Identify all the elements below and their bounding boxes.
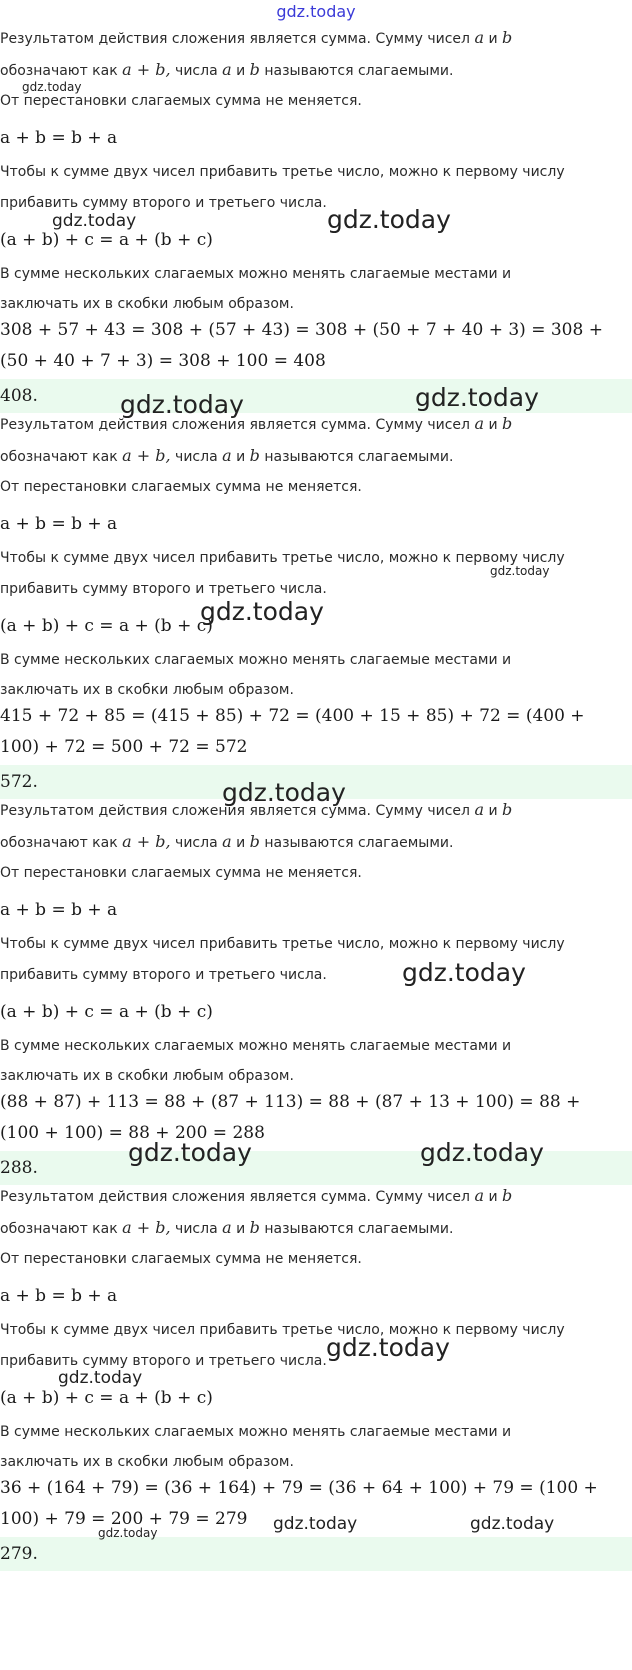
solution-block [0,802,632,1214]
math-variable: a + b, [122,446,171,465]
definition-text [0,802,512,819]
text-fragment: называются слагаемыми. [264,835,454,851]
rule-text: От перестановки слагаемых сумма не меняется. [0,1251,362,1267]
calculation-line: (100 + 100) = 88 + 200 = 288 [0,1123,265,1143]
answer-bar [0,379,632,413]
math-variable: b [249,1218,260,1237]
text-fragment: числа [175,1221,218,1237]
definition-text [0,1188,512,1205]
rule-text: От перестановки слагаемых сумма не меняется. [0,93,362,109]
rule-text: От перестановки слагаемых сумма не меняется. [0,865,362,881]
watermark: gdz.today [58,1368,143,1388]
answer-value: 408. [0,386,38,406]
answer-value: 288. [0,1158,38,1178]
text-fragment: Результатом действия сложения является сумма. Сумму чисел [0,803,470,819]
rule-text: прибавить сумму второго и третьего числа. [0,967,327,983]
text-fragment: и [236,835,246,851]
rule-text: Чтобы к сумме двух чисел прибавить третье число, можно к первому числу [0,550,565,566]
rule-text: заключать их в скобки любым образом. [0,1454,294,1470]
solution-block [0,30,632,442]
answer-bar [0,765,632,799]
watermark: gdz.today [420,1138,544,1167]
text-fragment: и [488,1189,498,1205]
text-fragment: и [236,63,246,79]
commutative-formula: a + b = b + a [0,128,118,148]
text-fragment: называются слагаемыми. [264,1221,454,1237]
associative-formula: (a + b) + c = a + (b + c) [0,1002,213,1022]
text-fragment: Результатом действия сложения является сумма. Сумму чисел [0,417,470,433]
math-variable: b [502,414,513,433]
text-fragment: и [488,803,498,819]
rule-text: Чтобы к сумме двух чисел прибавить третье число, можно к первому числу [0,164,565,180]
rule-text: Чтобы к сумме двух чисел прибавить третье число, можно к первому числу [0,936,565,952]
text-fragment: обозначают как [0,835,118,851]
math-variable: a + b, [122,1218,171,1237]
rule-text: В сумме нескольких слагаемых можно менять слагаемые местами и [0,266,512,282]
associative-formula: (a + b) + c = a + (b + c) [0,1388,213,1408]
math-variable: b [249,446,260,465]
math-variable: a [222,1218,232,1237]
watermark: gdz.today [200,597,324,626]
watermark: gdz.today [490,564,550,578]
definition-text [0,416,512,433]
rule-text: В сумме нескольких слагаемых можно менять слагаемые местами и [0,1424,512,1440]
watermark: gdz.today [22,80,82,94]
calculation-line: 36 + (164 + 79) = (36 + 164) + 79 = (36 + 64 + 100) + 79 = (100 + [0,1478,598,1498]
text-fragment: числа [175,63,218,79]
rule-text: Чтобы к сумме двух чисел прибавить третье число, можно к первому числу [0,1322,565,1338]
math-variable: b [249,60,260,79]
math-variable: a + b, [122,832,171,851]
text-fragment: обозначают как [0,449,118,465]
rule-text: заключать их в скобки любым образом. [0,682,294,698]
notation-text [0,62,453,79]
math-variable: a [222,832,232,851]
commutative-formula: a + b = b + a [0,1286,118,1306]
watermark: gdz.today [120,390,244,419]
rule-text: прибавить сумму второго и третьего числа. [0,195,327,211]
rule-text: От перестановки слагаемых сумма не меняется. [0,479,362,495]
text-fragment: обозначают как [0,63,118,79]
text-fragment: и [488,417,498,433]
watermark: gdz.today [326,1333,450,1362]
calculation-line: 100) + 79 = 200 + 79 = 279 [0,1509,248,1529]
definition-text [0,30,512,47]
associative-formula: (a + b) + c = a + (b + c) [0,616,213,636]
text-fragment: называются слагаемыми. [264,449,454,465]
associative-formula: (a + b) + c = a + (b + c) [0,230,213,250]
rule-text: В сумме нескольких слагаемых можно менять слагаемые местами и [0,1038,512,1054]
answer-value: 572. [0,772,38,792]
math-variable: a [474,28,484,47]
math-variable: a [222,60,232,79]
text-fragment: числа [175,449,218,465]
watermark: gdz.today [415,383,539,412]
math-variable: a [474,414,484,433]
rule-text: прибавить сумму второго и третьего числа. [0,1353,327,1369]
notation-text [0,834,453,851]
text-fragment: обозначают как [0,1221,118,1237]
calculation-line: 415 + 72 + 85 = (415 + 85) + 72 = (400 + 15 + 85) + 72 = (400 + [0,706,585,726]
calculation-line: (50 + 40 + 7 + 3) = 308 + 100 = 408 [0,351,326,371]
math-variable: a [474,800,484,819]
math-variable: b [502,28,513,47]
watermark: gdz.today [52,211,137,231]
watermark: gdz.today [402,958,526,987]
watermark: gdz.today [327,205,451,234]
commutative-formula: a + b = b + a [0,514,118,534]
calculation-line: 308 + 57 + 43 = 308 + (57 + 43) = 308 + (50 + 7 + 40 + 3) = 308 + [0,320,603,340]
text-fragment: числа [175,835,218,851]
calculation-line: (88 + 87) + 113 = 88 + (87 + 113) = 88 + (87 + 13 + 100) = 88 + [0,1092,581,1112]
answer-bar [0,1537,632,1571]
watermark: gdz.today [98,1526,158,1540]
text-fragment: называются слагаемыми. [264,63,454,79]
watermark: gdz.today [222,778,346,807]
text-fragment: и [488,31,498,47]
rule-text: В сумме нескольких слагаемых можно менять слагаемые местами и [0,652,512,668]
answer-bar [0,1151,632,1185]
math-variable: b [249,832,260,851]
math-variable: a + b, [122,60,171,79]
math-variable: b [502,1186,513,1205]
math-variable: a [474,1186,484,1205]
notation-text [0,1220,453,1237]
watermark: gdz.today [128,1138,252,1167]
commutative-formula: a + b = b + a [0,900,118,920]
watermark: gdz.today [470,1514,555,1534]
math-variable: b [502,800,513,819]
header-watermark: gdz.today [276,2,356,21]
notation-text [0,448,453,465]
rule-text: прибавить сумму второго и третьего числа. [0,581,327,597]
rule-text: заключать их в скобки любым образом. [0,1068,294,1084]
solution-block [0,416,632,828]
text-fragment: Результатом действия сложения является сумма. Сумму чисел [0,1189,470,1205]
answer-value: 279. [0,1544,38,1564]
calculation-line: 100) + 72 = 500 + 72 = 572 [0,737,248,757]
math-variable: a [222,446,232,465]
solution-block [0,1188,632,1600]
text-fragment: Результатом действия сложения является сумма. Сумму чисел [0,31,470,47]
text-fragment: и [236,449,246,465]
rule-text: заключать их в скобки любым образом. [0,296,294,312]
text-fragment: и [236,1221,246,1237]
watermark: gdz.today [273,1514,358,1534]
